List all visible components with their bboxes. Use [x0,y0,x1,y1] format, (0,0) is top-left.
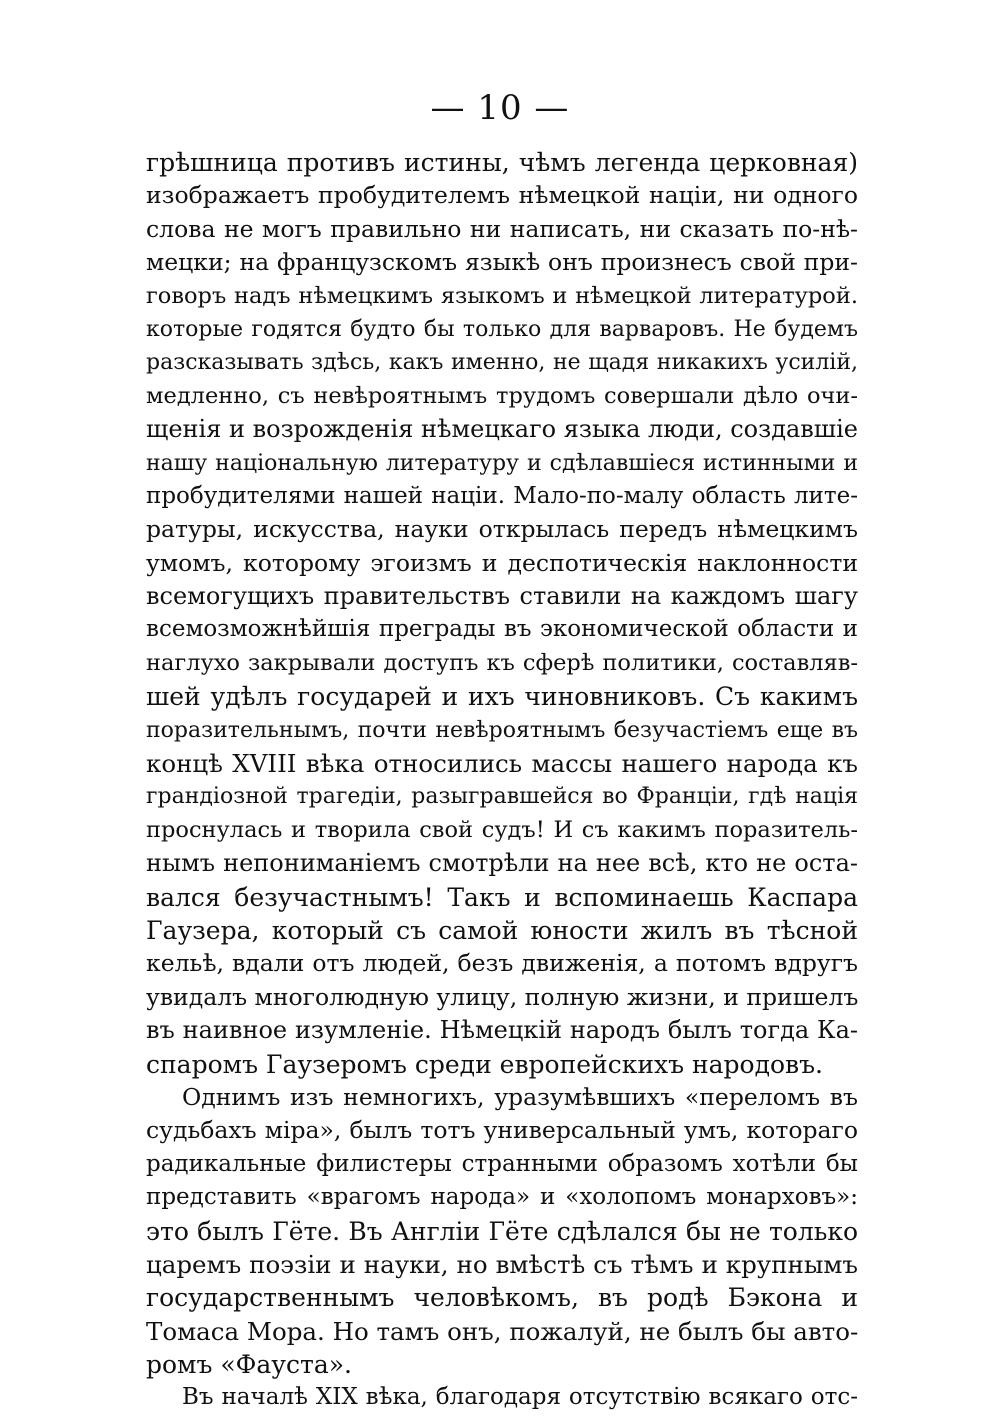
text-line: въ наивное изумленіе. Нѣмецкій народъ былъ тогда Ка- [146,1016,858,1045]
text-line: мецки; на французскомъ языкѣ онъ произнесъ свой при- [146,248,858,277]
text-line: грѣшница противъ истины, чѣмъ легенда церковная) [146,148,858,177]
text-line: изображаетъ пробудителемъ нѣмецкой націи, ни одного [146,181,858,210]
text-line: царемъ поэзіи и науки, но вмѣстѣ съ тѣмъ и крупнымъ [146,1249,858,1279]
text-line: Въ началѣ XIX вѣка, благодаря отсутствію всякаго отс- [182,1384,858,1411]
text-line: вался безучастнымъ! Такъ и вспоминаешь Каспара [146,882,858,912]
text-line: говоръ надъ нѣмецкимъ языкомъ и нѣмецкой литературой. [146,282,858,309]
text-line: ромъ «Фауста». [146,1350,352,1380]
text-line: концѣ XVIII вѣка относились массы нашего народа къ [146,749,858,779]
text-line: которые годятся будто бы только для варваровъ. Не будемъ [146,316,858,342]
text-line: щенія и возрожденія нѣмецкаго языка люди, создавшіе [146,415,858,444]
text-line: представить «врагомъ народа» и «холопомъ монарховъ»: [146,1184,858,1211]
text-line: разсказывать здѣсь, какъ именно, не щадя никакихъ усилій, [146,350,858,376]
text-line: Однимъ изъ немногихъ, уразумѣвшихъ «переломъ въ [182,1082,858,1111]
text-line: шей удѣлъ государей и ихъ чиновниковъ. Съ какимъ [146,682,858,712]
text-line: умомъ, которому эгоизмъ и деспотическія наклонности [146,548,858,577]
text-line: нымъ непониманіемъ смотрѣли на нее всѣ, кто не оста- [146,849,858,878]
text-line: кельѣ, вдали отъ людей, безъ движенія, а потомъ вдругъ [146,949,858,978]
text-line: увидалъ многолюдную улицу, полную жизни, и пришелъ [146,982,858,1011]
text-line: проснулась и творила свой судъ! И съ какимъ поразитель- [146,816,858,843]
text-line: грандіозной трагедіи, разыгравшейся во Франціи, гдѣ нація [146,784,858,810]
text-line: радикальные филистеры странными образомъ хотѣли бы [146,1150,858,1177]
text-line: это былъ Гёте. Въ Англіи Гёте сдѣлался бы не только [146,1216,858,1246]
text-line: наглухо закрывали доступъ къ сферѣ политики, составляв- [146,649,858,676]
text-line: медленно, съ невѣроятнымъ трудомъ совершали дѣло очи- [146,382,858,409]
text-line: судьбахъ міра», былъ тотъ универсальный умъ, котораго [146,1116,858,1145]
text-line: спаромъ Гаузеромъ среди европейскихъ народовъ. [146,1049,823,1079]
page-number: — 10 — [430,88,570,128]
text-line: поразительнымъ, почти невѣроятнымъ безучастіемъ еще въ [146,717,858,743]
body-text [146,146,858,1415]
text-line: пробудителями нашей націи. Мало-по-малу область лите- [146,482,858,509]
text-line: слова не могъ правильно ни написать, ни сказать по-нѣ- [146,214,858,243]
text-line: нашу національную литературу и сдѣлавшіеся истинными и [146,450,858,476]
text-line: ратуры, искусства, науки открылась передъ нѣмецкимъ [146,515,858,544]
text-line: всемогущихъ правительствъ ставили на каждомъ шагу [146,582,858,611]
text-line: Томаса Мора. Но тамъ онъ, пожалуй, не былъ бы авто- [146,1316,858,1346]
text-line: всемозможнѣйшія преграды въ экономической области и [146,616,858,643]
text-line: государственнымъ человѣкомъ, въ родѣ Бэкона и [146,1283,858,1313]
text-line: Гаузера, который съ самой юности жилъ въ тѣсной [146,915,858,945]
